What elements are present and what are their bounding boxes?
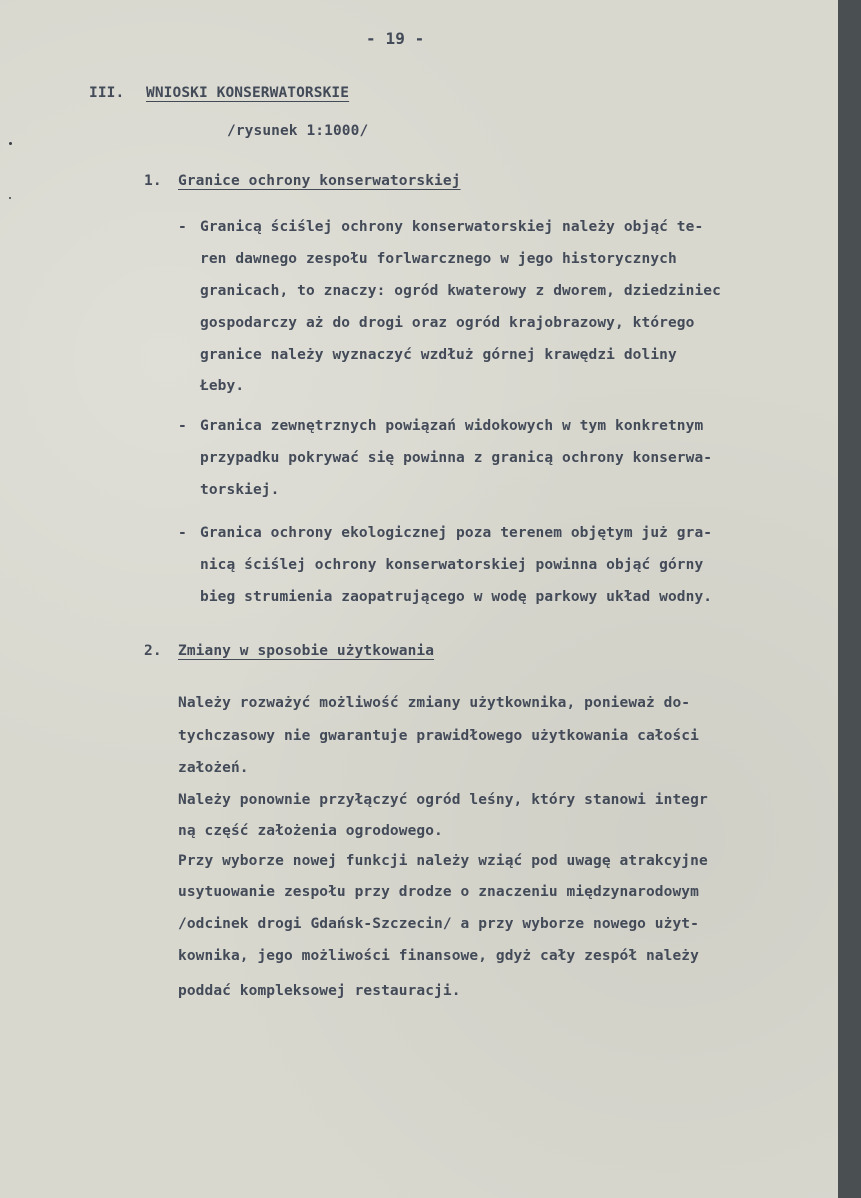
paragraph-line: usytuowanie zespołu przy drodze o znaczeniu międzynarodowym — [178, 884, 699, 900]
margin-mark — [9, 142, 12, 145]
heading-title: WNIOSKI KONSERWATORSKIE — [146, 85, 350, 101]
paragraph-line: Przy wyborze nowej funkcji należy wziąć pod uwagę atrakcyjne — [178, 853, 708, 869]
section-1-number: 1. — [144, 173, 162, 189]
heading-number: III. — [89, 85, 125, 101]
page-number: - 19 - — [366, 29, 425, 48]
paragraph-line: Łeby. — [200, 378, 245, 394]
paragraph-line: torskiej. — [200, 482, 280, 498]
paragraph-line: ren dawnego zespołu forlwarcznego w jego historycznych — [200, 251, 677, 267]
paragraph-line: założeń. — [178, 760, 249, 776]
section-2-title: Zmiany w sposobie użytkowania — [178, 643, 435, 659]
paragraph-line: Granica zewnętrznych powiązań widokowych w tym konkretnym — [200, 418, 704, 434]
paragraph-line: ną część założenia ogrodowego. — [178, 823, 443, 839]
paragraph-line: granicach, to znaczy: ogród kwaterowy z dworem, dziedziniec — [200, 283, 721, 299]
bullet-dash: - — [178, 219, 187, 235]
paragraph-line: Należy ponownie przyłączyć ogród leśny, który stanowi integr — [178, 792, 708, 808]
heading-subtitle: /rysunek 1:1000/ — [227, 123, 369, 139]
section-1-title: Granice ochrony konserwatorskiej — [178, 173, 461, 189]
paragraph-line: gospodarczy aż do drogi oraz ogród krajobrazowy, którego — [200, 315, 695, 331]
bullet-dash: - — [178, 418, 187, 434]
paragraph-line: tychczasowy nie gwarantuje prawidłowego użytkowania całości — [178, 728, 699, 744]
bullet-dash: - — [178, 525, 187, 541]
paragraph-line: Należy rozważyć możliwość zmiany użytkownika, ponieważ do- — [178, 695, 691, 711]
paragraph-line: /odcinek drogi Gdańsk-Szczecin/ a przy wyborze nowego użyt- — [178, 916, 699, 932]
paragraph-line: kownika, jego możliwości finansowe, gdyż cały zespół należy — [178, 948, 699, 964]
paragraph-line: Granica ochrony ekologicznej poza terenem objętym już gra- — [200, 525, 713, 541]
margin-mark — [9, 197, 11, 199]
paragraph-line: granice należy wyznaczyć wzdłuż górnej krawędzi doliny — [200, 347, 677, 363]
paragraph-line: przypadku pokrywać się powinna z granicą ochrony konserwa- — [200, 450, 713, 466]
section-2-number: 2. — [144, 643, 162, 659]
paragraph-line: poddać kompleksowej restauracji. — [178, 983, 461, 999]
paragraph-line: nicą ściślej ochrony konserwatorskiej powinna objąć górny — [200, 557, 704, 573]
paragraph-line: Granicą ściślej ochrony konserwatorskiej należy objąć te- — [200, 219, 704, 235]
paragraph-line: bieg strumienia zaopatrującego w wodę parkowy układ wodny. — [200, 589, 713, 605]
